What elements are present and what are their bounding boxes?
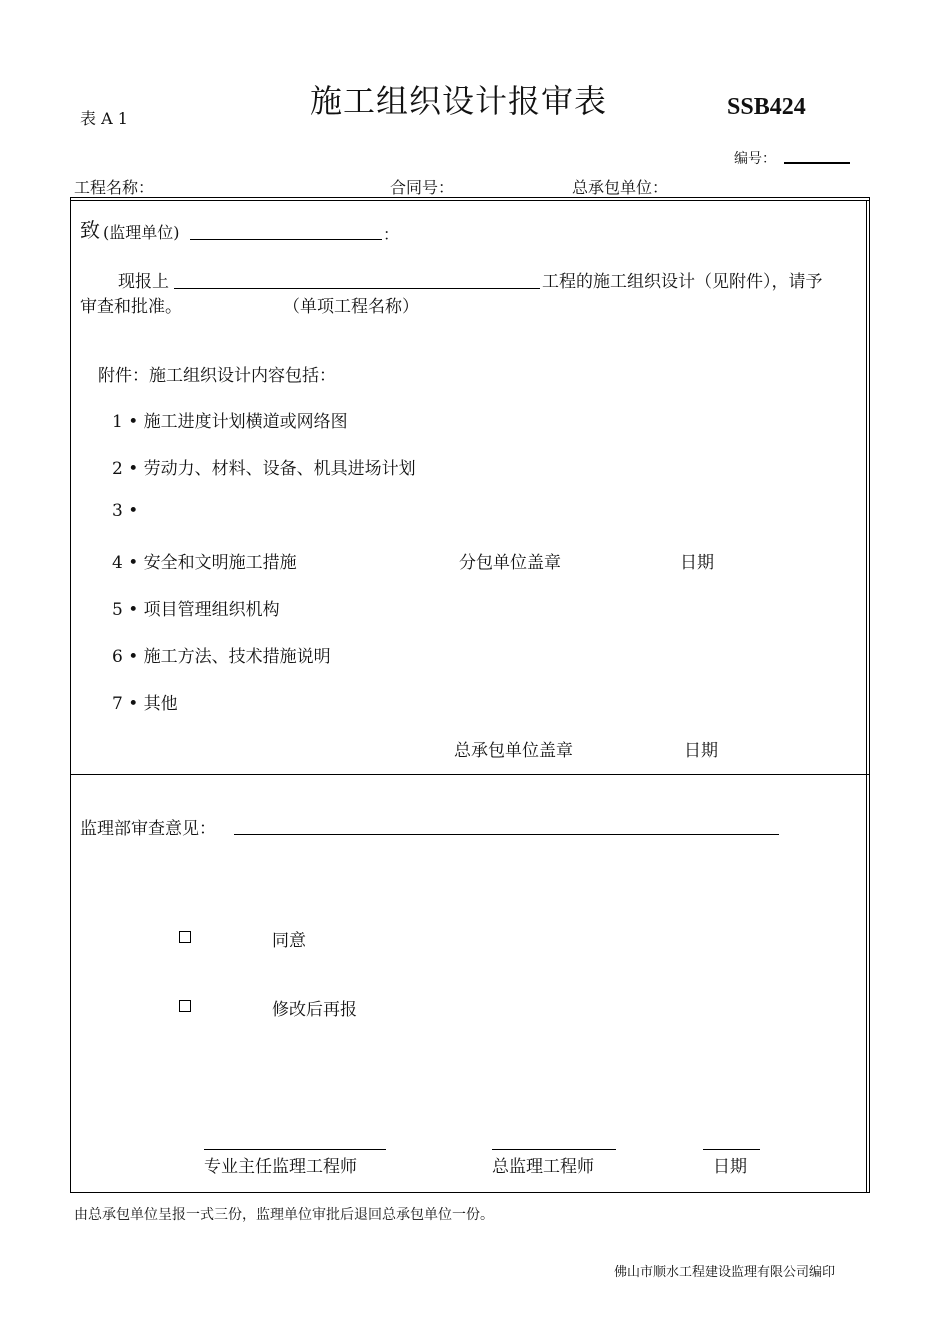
project-name-field[interactable] xyxy=(174,288,540,289)
report-line2: 审查和批准。 xyxy=(80,297,182,317)
agree-checkbox[interactable] xyxy=(179,931,191,943)
frame-top-border xyxy=(70,197,870,198)
revise-checkbox[interactable] xyxy=(179,1000,191,1012)
signature-date-label: 日期 xyxy=(713,1157,747,1177)
section-divider xyxy=(70,774,870,775)
project-name-label: 工程名称： xyxy=(74,178,155,197)
frame-bottom-border xyxy=(70,1192,870,1193)
frame-top-border-inner xyxy=(70,200,870,201)
supervision-unit-label: (监理单位) xyxy=(103,223,180,242)
publisher-credit: 佛山市顺水工程建设监理有限公司编印 xyxy=(614,1265,836,1280)
frame-left-border xyxy=(70,197,71,1193)
frame-right-border xyxy=(869,197,870,1193)
engineer-signature-line[interactable] xyxy=(204,1149,386,1150)
attachment-item: 7 • 其他 xyxy=(112,694,178,714)
agree-option-label: 同意 xyxy=(272,931,306,951)
report-prefix: 现报上 xyxy=(118,272,169,292)
chief-signature-label: 总监理工程师 xyxy=(492,1157,594,1177)
subcontractor-date-label: 日期 xyxy=(680,553,714,573)
project-name-hint: （单项工程名称） xyxy=(283,297,419,317)
addressee-prefix: 致 xyxy=(80,218,100,242)
chief-signature-line[interactable] xyxy=(492,1149,616,1150)
attachment-item: 3 • xyxy=(112,501,139,521)
review-opinion-label: 监理部审查意见： xyxy=(80,819,216,839)
page-title: 施工组织设计报审表 xyxy=(310,82,608,120)
attachment-item: 5 • 项目管理组织机构 xyxy=(112,600,280,620)
frame-right-border-inner xyxy=(866,200,867,1193)
submission-note: 由总承包单位呈报一式三份，监理单位审批后退回总承包单位一份。 xyxy=(74,1207,494,1223)
document-code: SSB424 xyxy=(727,94,806,120)
attachment-heading: 附件：施工组织设计内容包括： xyxy=(98,366,336,386)
signature-date-line[interactable] xyxy=(703,1149,760,1150)
report-suffix: 工程的施工组织设计（见附件），请予 xyxy=(542,272,823,292)
general-contractor-label: 总承包单位： xyxy=(572,178,669,197)
attachment-item: 4 • 安全和文明施工措施 xyxy=(112,553,297,573)
engineer-signature-label: 专业主任监理工程师 xyxy=(204,1157,357,1177)
addressee-colon: ： xyxy=(383,225,400,244)
subcontractor-stamp-label: 分包单位盖章 xyxy=(459,553,561,573)
review-opinion-field[interactable] xyxy=(234,834,779,835)
serial-number-label: 编号： xyxy=(734,151,776,167)
general-contractor-date-label: 日期 xyxy=(684,741,718,761)
attachment-item: 2 • 劳动力、材料、设备、机具进场计划 xyxy=(112,459,416,479)
supervision-unit-field[interactable] xyxy=(190,239,382,240)
general-contractor-stamp-label: 总承包单位盖章 xyxy=(454,741,573,761)
contract-number-label: 合同号： xyxy=(390,178,455,197)
revise-option-label: 修改后再报 xyxy=(272,1000,357,1020)
attachment-item: 1 • 施工进度计划横道或网络图 xyxy=(112,412,348,432)
attachment-item: 6 • 施工方法、技术措施说明 xyxy=(112,647,331,667)
serial-number-field[interactable] xyxy=(784,162,850,164)
form-code: 表 A 1 xyxy=(80,109,128,128)
